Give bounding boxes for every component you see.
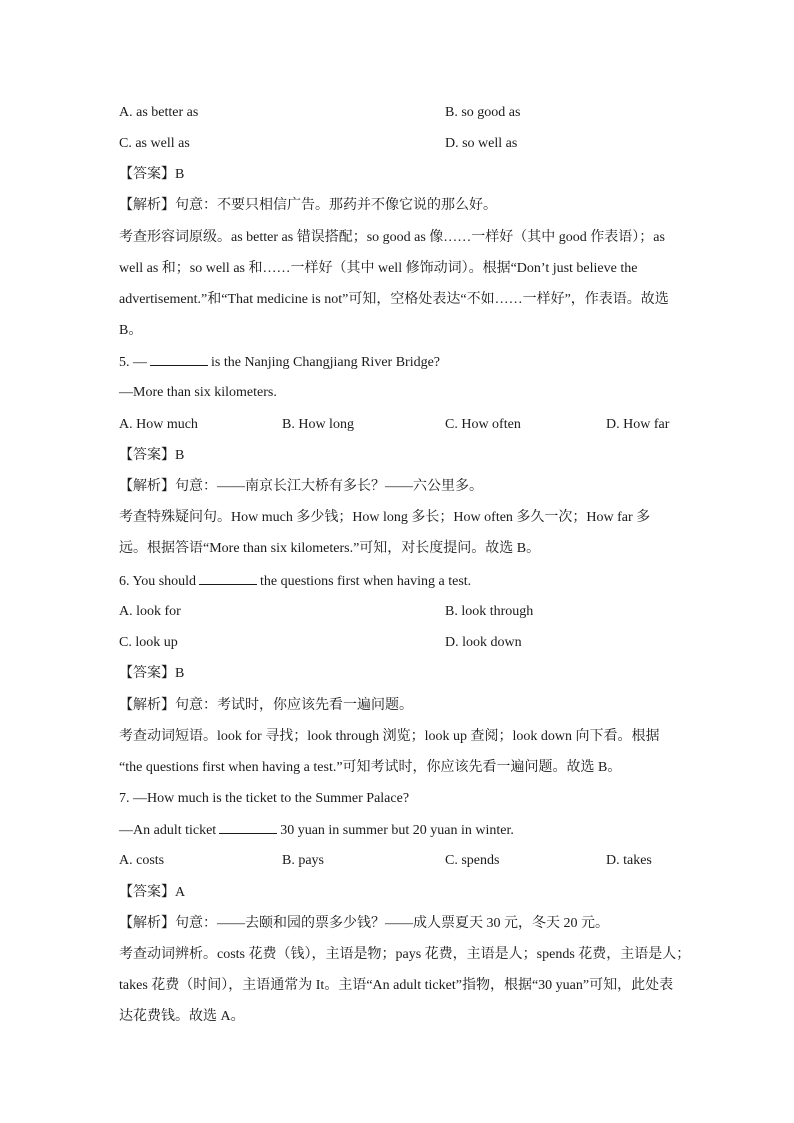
q4-analysis-line: well as 和；so well as 和……一样好（其中 well 修饰动词）。根据“Don’t just believe the bbox=[119, 261, 638, 276]
q6-stem bbox=[119, 572, 471, 591]
q5-option-a: A. How much bbox=[119, 417, 198, 432]
q4-analysis-line: 考查形容词原级。as better as 错误搭配；so good as 像……一样好（其中 good 作表语）；as bbox=[119, 230, 665, 245]
answer-blank bbox=[199, 572, 257, 585]
q6-stem-end: the questions first when having a test. bbox=[260, 574, 472, 589]
q5-option-c: C. How often bbox=[445, 417, 521, 432]
q6-answer: 【答案】B bbox=[119, 666, 185, 681]
q7-answer: 【答案】A bbox=[119, 885, 186, 900]
q6-stem-start: 6. You should bbox=[119, 574, 197, 589]
q6-option-d: D. look down bbox=[445, 635, 522, 650]
q6-analysis-line: 考查动词短语。look for 寻找；look through 浏览；look up 查阅；look down 向下看。根据 bbox=[119, 729, 660, 744]
q7-analysis-line: 【解析】句意：——去颐和园的票多少钱？——成人票夏天 30 元，冬天 20 元。 bbox=[119, 916, 609, 931]
q5-stem-end: is the Nanjing Changjiang River Bridge? bbox=[211, 355, 441, 370]
answer-blank bbox=[219, 821, 277, 834]
q7-analysis-line: 达花费钱。故选 A。 bbox=[119, 1009, 245, 1024]
q7-stem: 7. —How much is the ticket to the Summer Palace? bbox=[119, 791, 410, 806]
q7-option-a: A. costs bbox=[119, 853, 165, 868]
q7-analysis-line: 考查动词辨析。costs 花费（钱），主语是物；pays 花费，主语是人；spends 花费，主语是人； bbox=[119, 947, 691, 962]
q5-stem bbox=[119, 353, 440, 372]
q5-option-b: B. How long bbox=[282, 417, 354, 432]
q4-option-c: C. as well as bbox=[119, 136, 190, 151]
answer-blank bbox=[150, 353, 208, 366]
q7-reply-end: 30 yuan in summer but 20 yuan in winter. bbox=[280, 823, 514, 838]
q5-analysis-line: 考查特殊疑问句。How much 多少钱；How long 多长；How often 多久一次；How far 多 bbox=[119, 510, 651, 525]
q4-answer: 【答案】B bbox=[119, 167, 185, 182]
q6-option-c: C. look up bbox=[119, 635, 178, 650]
q4-option-a: A. as better as bbox=[119, 105, 199, 120]
q5-stem-start: 5. — bbox=[119, 355, 147, 370]
q5-analysis-line: 远。根据答语“More than six kilometers.”可知，对长度提问。故选 B。 bbox=[119, 541, 541, 556]
q6-analysis-line: 【解析】句意：考试时，你应该先看一遍问题。 bbox=[119, 698, 413, 713]
q7-option-d: D. takes bbox=[606, 853, 652, 868]
q4-option-d: D. so well as bbox=[445, 136, 518, 151]
q6-option-a: A. look for bbox=[119, 604, 181, 619]
q5-reply: —More than six kilometers. bbox=[119, 385, 277, 400]
q7-option-c: C. spends bbox=[445, 853, 500, 868]
q7-reply-start: —An adult ticket bbox=[119, 823, 217, 838]
q5-answer: 【答案】B bbox=[119, 448, 185, 463]
q4-analysis-line: 【解析】句意：不要只相信广告。那药并不像它说的那么好。 bbox=[119, 198, 497, 213]
q7-analysis-line: takes 花费（时间），主语通常为 It。主语“An adult ticket”指物，根据“30 yuan”可知，此处表 bbox=[119, 978, 674, 993]
q4-analysis-line: B。 bbox=[119, 323, 143, 338]
q4-analysis-line: advertisement.”和“That medicine is not”可知，空格处表达“不如……一样好”，作表语。故选 bbox=[119, 292, 669, 307]
q6-option-b: B. look through bbox=[445, 604, 534, 619]
q7-option-b: B. pays bbox=[282, 853, 324, 868]
q7-reply bbox=[119, 821, 514, 840]
q5-analysis-line: 【解析】句意：——南京长江大桥有多长？——六公里多。 bbox=[119, 479, 483, 494]
q4-option-b: B. so good as bbox=[445, 105, 521, 120]
q5-option-d: D. How far bbox=[606, 417, 670, 432]
q6-analysis-line: “the questions first when having a test.”可知考试时，你应该先看一遍问题。故选 B。 bbox=[119, 760, 622, 775]
